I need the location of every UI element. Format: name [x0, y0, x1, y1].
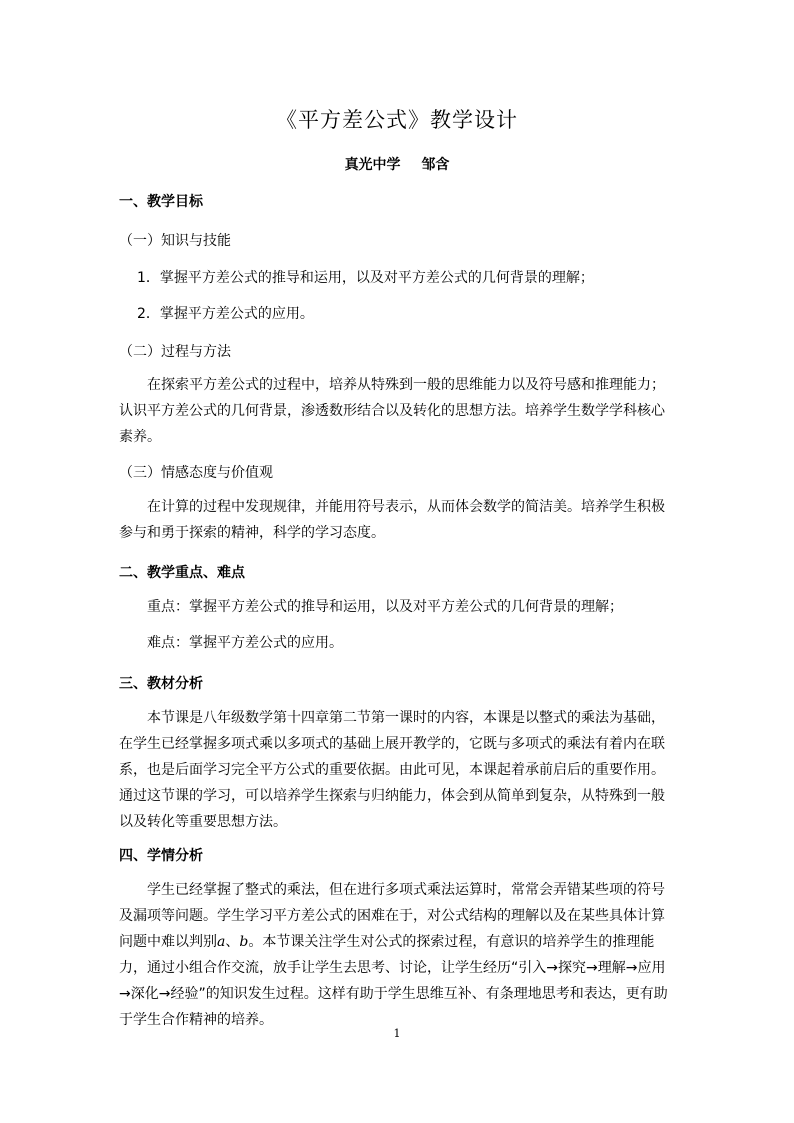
- student-analysis-text-b: 。本节课关注学生对公式的探索过程，有意识的培养学生的推理能力，通过小组合作交流，放手让学生去思考、讨论，让学生经历“引入→探究→理解→应用→深化→经验”的知识发生过程。这样有助于学生思维互补、有条理地思考和表达，更有助于学生合作精神的培养。: [119, 934, 668, 1028]
- variable-a: a: [217, 934, 226, 950]
- variable-separator: 、: [225, 934, 240, 950]
- section-heading-objectives: 一、教学目标: [119, 194, 203, 210]
- author-name: 邹含: [421, 157, 450, 173]
- difficult-point-text: 难点：掌握平方差公式的应用。: [147, 635, 343, 651]
- student-analysis-paragraph: [119, 877, 675, 1033]
- key-point-text: 重点：掌握平方差公式的推导和运用，以及对平方差公式的几何背景的理解；: [147, 599, 623, 615]
- attitude-paragraph: 在计算的过程中发现规律，并能用符号表示，从而体会数学的简洁美。培养学生积极参与和勇于探索的精神，科学的学习态度。: [119, 499, 665, 541]
- subsection-heading-process: （二）过程与方法: [119, 344, 231, 360]
- section-heading-textbook-analysis: 三、教材分析: [119, 676, 203, 692]
- section-heading-key-points: 二、教学重点、难点: [119, 565, 245, 581]
- knowledge-item-1: 1．掌握平方差公式的推导和运用，以及对平方差公式的几何背景的理解；: [137, 270, 594, 286]
- process-paragraph: 在探索平方差公式的过程中，培养从特殊到一般的思维能力以及符号感和推理能力；认识平方差公式的几何背景，渗透数形结合以及转化的思想方法。培养学生数学学科核心素养。: [119, 377, 665, 445]
- subsection-heading-attitude: （三）情感态度与价值观: [119, 465, 273, 481]
- author-line: [0, 154, 794, 174]
- subsection-heading-knowledge: （一）知识与技能: [119, 233, 231, 249]
- student-analysis-text-a: 学生已经掌握了整式的乘法，但在进行多项式乘法运算时，常常会弄错某些项的符号及漏项等问题。学生学习平方差公式的困难在于，对公式结构的理解以及在某些具体计算问题中难以判别: [119, 882, 665, 950]
- page-number: 1: [393, 1027, 401, 1040]
- variable-b: b: [239, 934, 249, 950]
- knowledge-item-2: 2．掌握平方差公式的应用。: [137, 306, 314, 322]
- school-name: 真光中学: [344, 157, 401, 173]
- document-title: 《平方差公式》教学设计: [276, 108, 518, 132]
- section-heading-student-analysis: 四、学情分析: [119, 848, 203, 864]
- textbook-analysis-paragraph: 本节课是八年级数学第十四章第二节第一课时的内容，本课是以整式的乘法为基础，在学生已经掌握多项式乘以多项式的基础上展开教学的，它既与多项式的乘法有着内在联系，也是后面学习完全平方公式的重要依据。由此可见，本课起着承前启后的重要作用。通过这节课的学习，可以培养学生探索与归纳能力，体会到从简单到复杂，从特殊到一般以及转化等重要思想方法。: [119, 710, 665, 830]
